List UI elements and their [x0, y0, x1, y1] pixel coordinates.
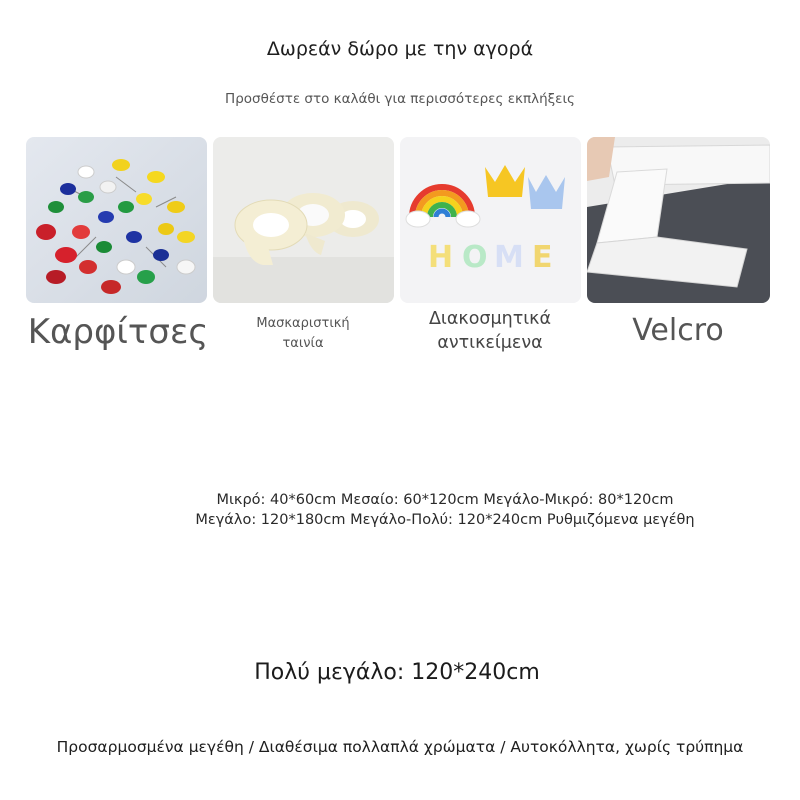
decor-letter-o: O	[462, 240, 488, 275]
gift-label-decor-line2: αντικείμενα	[437, 333, 543, 353]
featured-size: Πολύ μεγάλο: 120*240cm	[254, 660, 540, 685]
gift-label-tape	[214, 314, 392, 354]
gift-label-tape-line2: ταινία	[282, 336, 324, 351]
decor-letter-h: H	[428, 240, 454, 275]
decor-letter-m: M	[494, 240, 524, 275]
velcro-strip-icon	[587, 137, 770, 303]
gift-label-velcro: Velcro	[632, 313, 724, 348]
masking-tape-image	[213, 137, 394, 303]
home-decorations-icon	[400, 137, 581, 303]
velcro-image	[587, 137, 770, 303]
decor-letter-e: E	[532, 240, 553, 275]
sizes-line-1: Μικρό: 40*60cm Μεσαίο: 60*120cm Μεγάλο-Μικρό: 80*120cm	[216, 492, 674, 508]
gift-label-pins: Καρφίτσες	[27, 312, 209, 352]
sizes-line-2: Μεγάλο: 120*180cm Μεγάλο-Πολύ: 120*240cm Ρυθμιζόμενα μεγέθη	[195, 512, 695, 528]
gift-label-tape-line1: Μασκαριστική	[256, 316, 350, 331]
gift-label-decor-line1: Διακοσμητικά	[428, 309, 552, 329]
gift-label-decor	[398, 307, 582, 355]
decorations-image	[400, 137, 581, 303]
features-line: Προσαρμοσμένα μεγέθη / Διαθέσιμα πολλαπλά χρώματα / Αυτοκόλλητα, χωρίς τρύπημα	[56, 738, 744, 756]
push-pins-image	[26, 137, 207, 303]
masking-tape-icon	[213, 137, 394, 303]
push-pins-icon	[26, 137, 207, 303]
page-title: Δωρεάν δώρο με την αγορά	[266, 38, 534, 60]
page-subtitle: Προσθέστε στο καλάθι για περισσότερες εκπλήξεις	[225, 91, 575, 107]
